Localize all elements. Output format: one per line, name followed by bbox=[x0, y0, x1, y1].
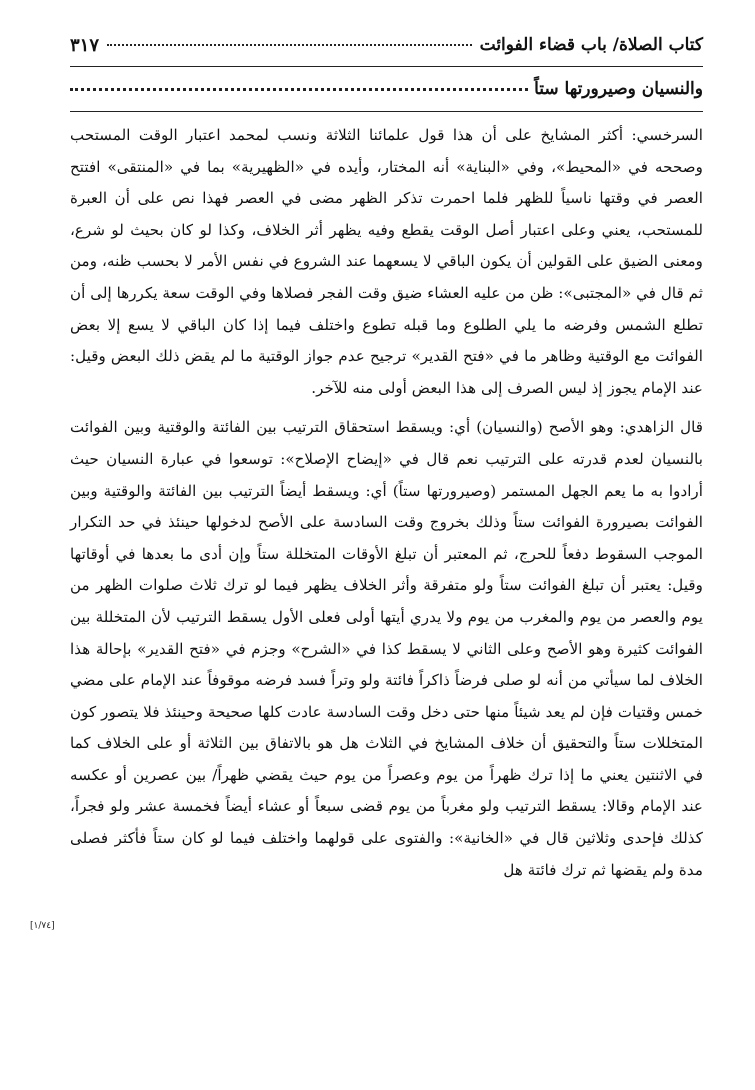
paragraph: السرخسي: أكثر المشايخ على أن هذا قول علمائنا الثلاثة ونسب لمحمد اعتبار الوقت المستحب وصححه في «المحيط»، وفي «البناية» أنه المختار، وأيده في «الظهيرية» بما في «المنتقى» افتتح العصر في وقتها ناسياً للظهر فلما احمرت تذكر الظهر مضى في العصر فهذا نص على أن العبرة للمستحب، يعني وعلى اعتبار أصل الوقت يقطع وفيه يظهر أثر الخلاف، وكذا لو كان بحيث لو شرع، ومعنى الضيق على القولين أن يكون الباقي لا يسعهما عند الشروع في نفس الأمر لا بحسب ظنه، ومن ثم قال في «المجتبى»: ظن من عليه العشاء ضيق وقت الفجر فصلاها وفي الوقت سعة يكررها إلى أن تطلع الشمس وفرضه ما يلي الطلوع وما قبله تطوع واختلف فيما إذا كان الباقي لا يسع إلا بعض الفوائت مع الوقتية وظاهر ما في «فتح القدير» ترجيح عدم جواز الوقتية ما لم يقض ذلك البعض وقيل: عند الإمام يجوز إذ ليس الصرف إلى هذا البعض أولى منه للآخر. bbox=[70, 126, 703, 397]
matn-quote: والنسيان وصيرورتها ستاً bbox=[534, 79, 703, 99]
quote-dotted-leader bbox=[70, 88, 528, 91]
page-number: ٣١٧ bbox=[70, 34, 100, 56]
matn-quote-line bbox=[70, 75, 703, 103]
margin-reference: [١/٧٤] bbox=[30, 921, 55, 931]
body-text bbox=[70, 120, 703, 886]
page-header bbox=[70, 30, 703, 60]
running-title: كتاب الصلاة/ باب قضاء الفوائت bbox=[479, 35, 703, 55]
header-dotted-leader bbox=[107, 44, 472, 46]
header-rule bbox=[70, 66, 703, 67]
quote-rule bbox=[70, 111, 703, 112]
paragraph: قال الزاهدي: وهو الأصح (والنسيان) أي: ويسقط استحقاق الترتيب بين الفائتة والوقتية وبين الفوائت بالنسيان لعدم قدرته على الترتيب نعم قال في «إيضاح الإصلاح»: توسعوا في عبارة النسيان حيث أرادوا به ما يعم الجهل المستمر (وصيرورتها ستاً) أي: ويسقط أيضاً الترتيب بين الفائتة والوقتية وبين الفوائت بصيرورة الفوائت ستاً وذلك بخروج وقت السادسة على الأصح لدخولها حينئذ في حد التكرار الموجب السقوط دفعاً للحرج، ثم المعتبر أن تبلغ الأوقات المتخللة ستاً وإن أدى ما بعدها في أوقاتها وقيل: يعتبر أن تبلغ الفوائت ستاً ولو متفرقة وأثر الخلاف يظهر فيما لو ترك ثلاث صلوات الظهر من يوم والعصر من يوم والمغرب من يوم ولا يدري أيتها أولى فعلى الأول يسقط الترتيب لأن المتخللة بين الفوائت كثيرة وهو الأصح وعلى الثاني لا يسقط كذا في «الشرح» وجزم في «فتح القدير» بإحالة هذا الخلاف لما سيأتي من أنه لو صلى فرضاً ذاكراً فائتة ولو وتراً فسد فرضه موقوفاً عند الإمام على مضي خمس وقتيات فإن لم يعد شيئاً منها حتى دخل وقت السادسة عادت كلها صحيحة وحينئذ فلا يتصور كون المتخللات ستاً والتحقيق أن خلاف المشايخ في الثلاث هل هو بالاتفاق بين الثلاثة أو على الخلاف كما في الاثنتين يعني ما إذا ترك ظهراً من يوم وعصراً من يوم حيث يقضي ظهراً/ بين عصرين أو عكسه عند الإمام وقالا: يسقط الترتيب ولو مغرباً من يوم قضى سبعاً أو عشاء أيضاً فخمسة عشر ولو فجراً، كذلك فإحدى وثلاثين قال في «الخانية»: والفتوى على قولهما واختلف فيما لو كان ستاً فأكثر فصلى مدة ولم يقضها ثم ترك فائتة هل bbox=[70, 418, 703, 879]
